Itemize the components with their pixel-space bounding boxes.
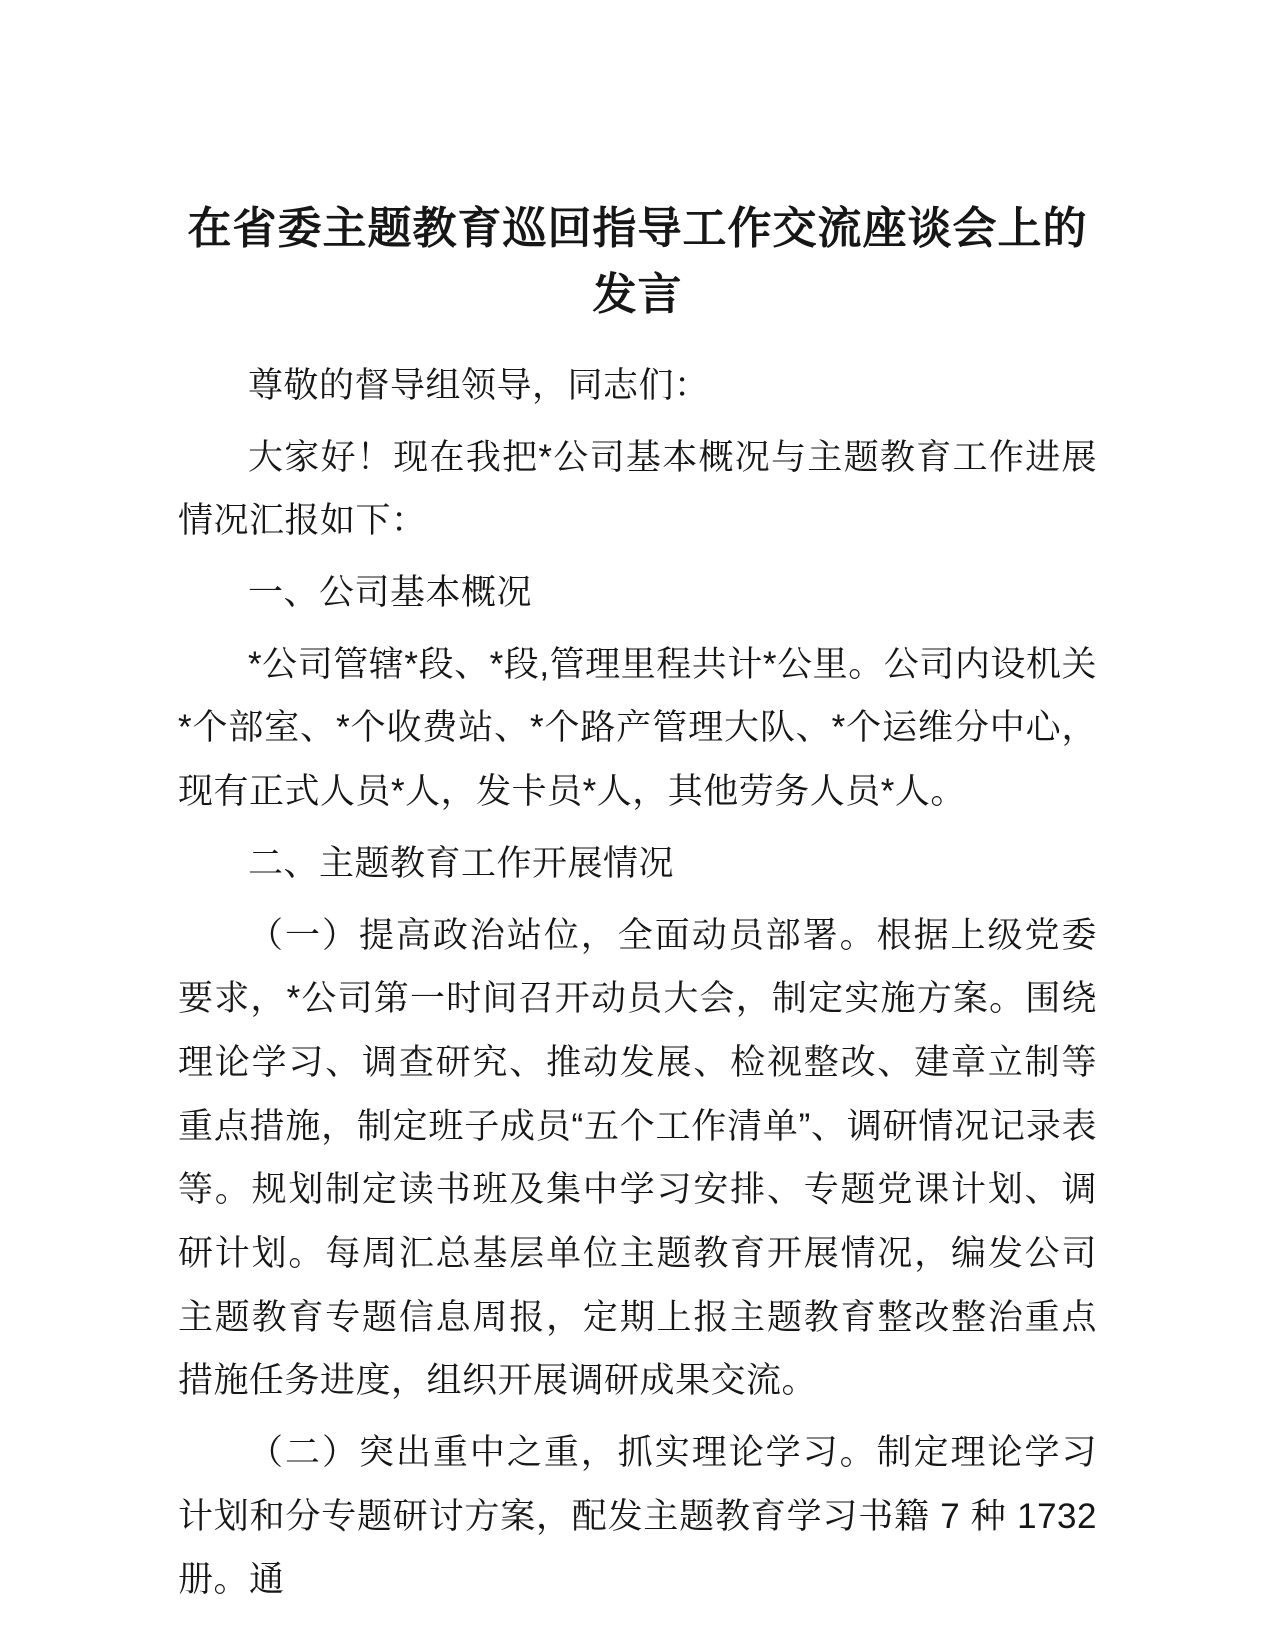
paragraph-point-1: （一）提高政治站位，全面动员部署。根据上级党委要求，*公司第一时间召开动员大会，制定实施方案。围绕理论学习、调查研究、推动发展、检视整改、建章立制等重点措施，制定班子成员“五个工作清单”、调研情况记录表等。规划制定读书班及集中学习安排、专题党课计划、调研计划。每周汇总基层单位主题教育开展情况，编发公司主题教育专题信息周报，定期上报主题教育整改整治重点措施任务进度，组织开展调研成果交流。: [178, 915, 1097, 1401]
paragraph-intro: 大家好！现在我把*公司基本概况与主题教育工作进展情况汇报如下：: [178, 437, 1097, 541]
paragraph-company-overview: *公司管辖*段、*段,管理里程共计*公里。公司内设机关*个部室、*个收费站、*个路产管理大队、*个运维分中心，现有正式人员*人，发卡员*人，其他劳务人员*人。: [178, 644, 1097, 812]
paragraph-point-2: （二）突出重中之重，抓实理论学习。制定理论学习计划和分专题研讨方案，配发主题教育学习书籍 7 种 1732 册。通: [178, 1433, 1097, 1600]
document-title: 在省委主题教育巡回指导工作交流座谈会上的发言: [187, 204, 1088, 319]
heading-section-1: 一、公司基本概况: [248, 573, 533, 613]
heading-section-2: 二、主题教育工作开展情况: [248, 843, 675, 883]
paragraph-salutation: 尊敬的督导组领导，同志们：: [248, 366, 710, 405]
